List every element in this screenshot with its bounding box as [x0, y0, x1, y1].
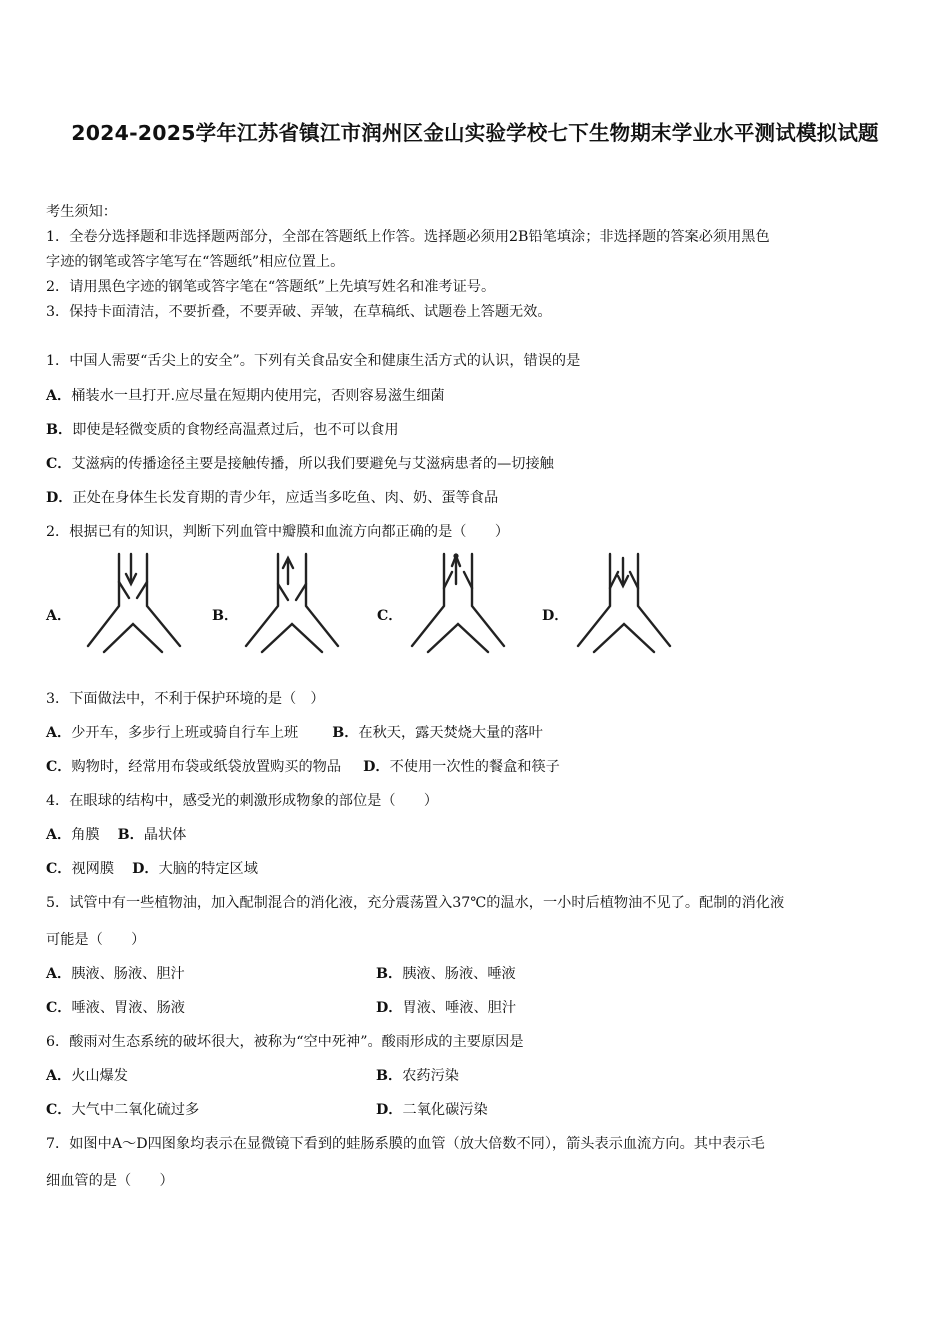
question-7-stem: 7．如图中A～D四图象均表示在显微镜下看到的蛙肠系膜的血管（放大倍数不同），箭头表示血流方向。其中表示毛	[46, 1136, 765, 1152]
notice-heading: 考生须知：	[46, 204, 117, 220]
question-6-option-b: B．农药污染	[376, 1068, 459, 1084]
vessel-diagram-b	[242, 548, 342, 658]
question-5-stem-cont: 可能是（ ）	[46, 932, 146, 948]
question-1-option-b: B．即使是轻微变质的食物经高温煮过后，也不可以食用	[46, 422, 399, 438]
diagram-label-c: C．	[377, 608, 403, 624]
question-7-stem-cont: 细血管的是（ ）	[46, 1173, 174, 1189]
question-1-option-d: D．正处在身体生长发育期的青少年，应适当多吃鱼、肉、奶、蛋等食品	[46, 490, 499, 506]
question-1-stem: 1．中国人需要“舌尖上的安全”。下列有关食品安全和健康生活方式的认识，错误的是	[46, 353, 581, 369]
question-5-option-a: A．胰液、肠液、胆汁	[46, 966, 185, 982]
question-4-options-cd: C．视网膜 D．大脑的特定区域	[46, 861, 258, 877]
question-4-options-ab: A．角膜 B．晶状体	[46, 827, 187, 843]
question-6-option-a: A．火山爆发	[46, 1068, 128, 1084]
diagram-label-b: B．	[212, 608, 239, 624]
notice-item: 2．请用黑色字迹的钢笔或答字笔在“答题纸”上先填写姓名和准考证号。	[46, 279, 496, 295]
notice-item: 3．保持卡面清洁，不要折叠，不要弄破、弄皱，在草稿纸、试题卷上答题无效。	[46, 304, 552, 320]
notice-item: 字迹的钢笔或答字笔写在“答题纸”相应位置上。	[46, 254, 345, 270]
question-5-stem: 5．试管中有一些植物油，加入配制混合的消化液，充分震荡置入37℃的温水，一小时后植物油不见了。配制的消化液	[46, 895, 785, 911]
notice-item: 1．全卷分选择题和非选择题两部分，全部在答题纸上作答。选择题必须用2B铅笔填涂；非选择题的答案必须用黑色	[46, 229, 770, 245]
question-2-stem: 2．根据已有的知识，判断下列血管中瓣膜和血流方向都正确的是（ ）	[46, 524, 510, 540]
question-6-stem: 6．酸雨对生态系统的破坏很大，被称为“空中死神”。酸雨形成的主要原因是	[46, 1034, 524, 1050]
vessel-diagram-c	[408, 548, 508, 658]
question-1-option-a: A．桶装水一旦打开.应尽量在短期内使用完，否则容易滋生细菌	[46, 388, 445, 404]
diagram-label-d: D．	[542, 608, 569, 624]
question-6-option-d: D．二氧化碳污染	[376, 1102, 488, 1118]
question-3-options-cd: C．购物时，经常用布袋或纸袋放置购买的物品 D．不使用一次性的餐盒和筷子	[46, 759, 560, 775]
vessel-diagram-d	[574, 548, 674, 658]
page-title: 2024-2025学年江苏省镇江市润州区金山实验学校七下生物期末学业水平测试模拟试题	[71, 121, 879, 145]
question-5-option-c: C．唾液、胃液、肠液	[46, 1000, 185, 1016]
question-3-stem: 3．下面做法中，不利于保护环境的是（ ）	[46, 691, 325, 707]
question-4-stem: 4．在眼球的结构中，感受光的刺激形成物象的部位是（ ）	[46, 793, 439, 809]
question-6-option-c: C．大气中二氧化硫过多	[46, 1102, 200, 1118]
vessel-diagram-a	[86, 548, 186, 658]
question-3-options-ab: A．少开车，多步行上班或骑自行车上班 B．在秋天，露天焚烧大量的落叶	[46, 725, 543, 741]
vessel-diagram-group	[46, 548, 686, 658]
question-5-option-b: B．胰液、肠液、唾液	[376, 966, 516, 982]
diagram-label-a: A．	[46, 608, 72, 624]
question-5-option-d: D．胃液、唾液、胆汁	[376, 1000, 517, 1016]
question-1-option-c: C．艾滋病的传播途径主要是接触传播，所以我们要避免与艾滋病患者的—切接触	[46, 456, 554, 472]
